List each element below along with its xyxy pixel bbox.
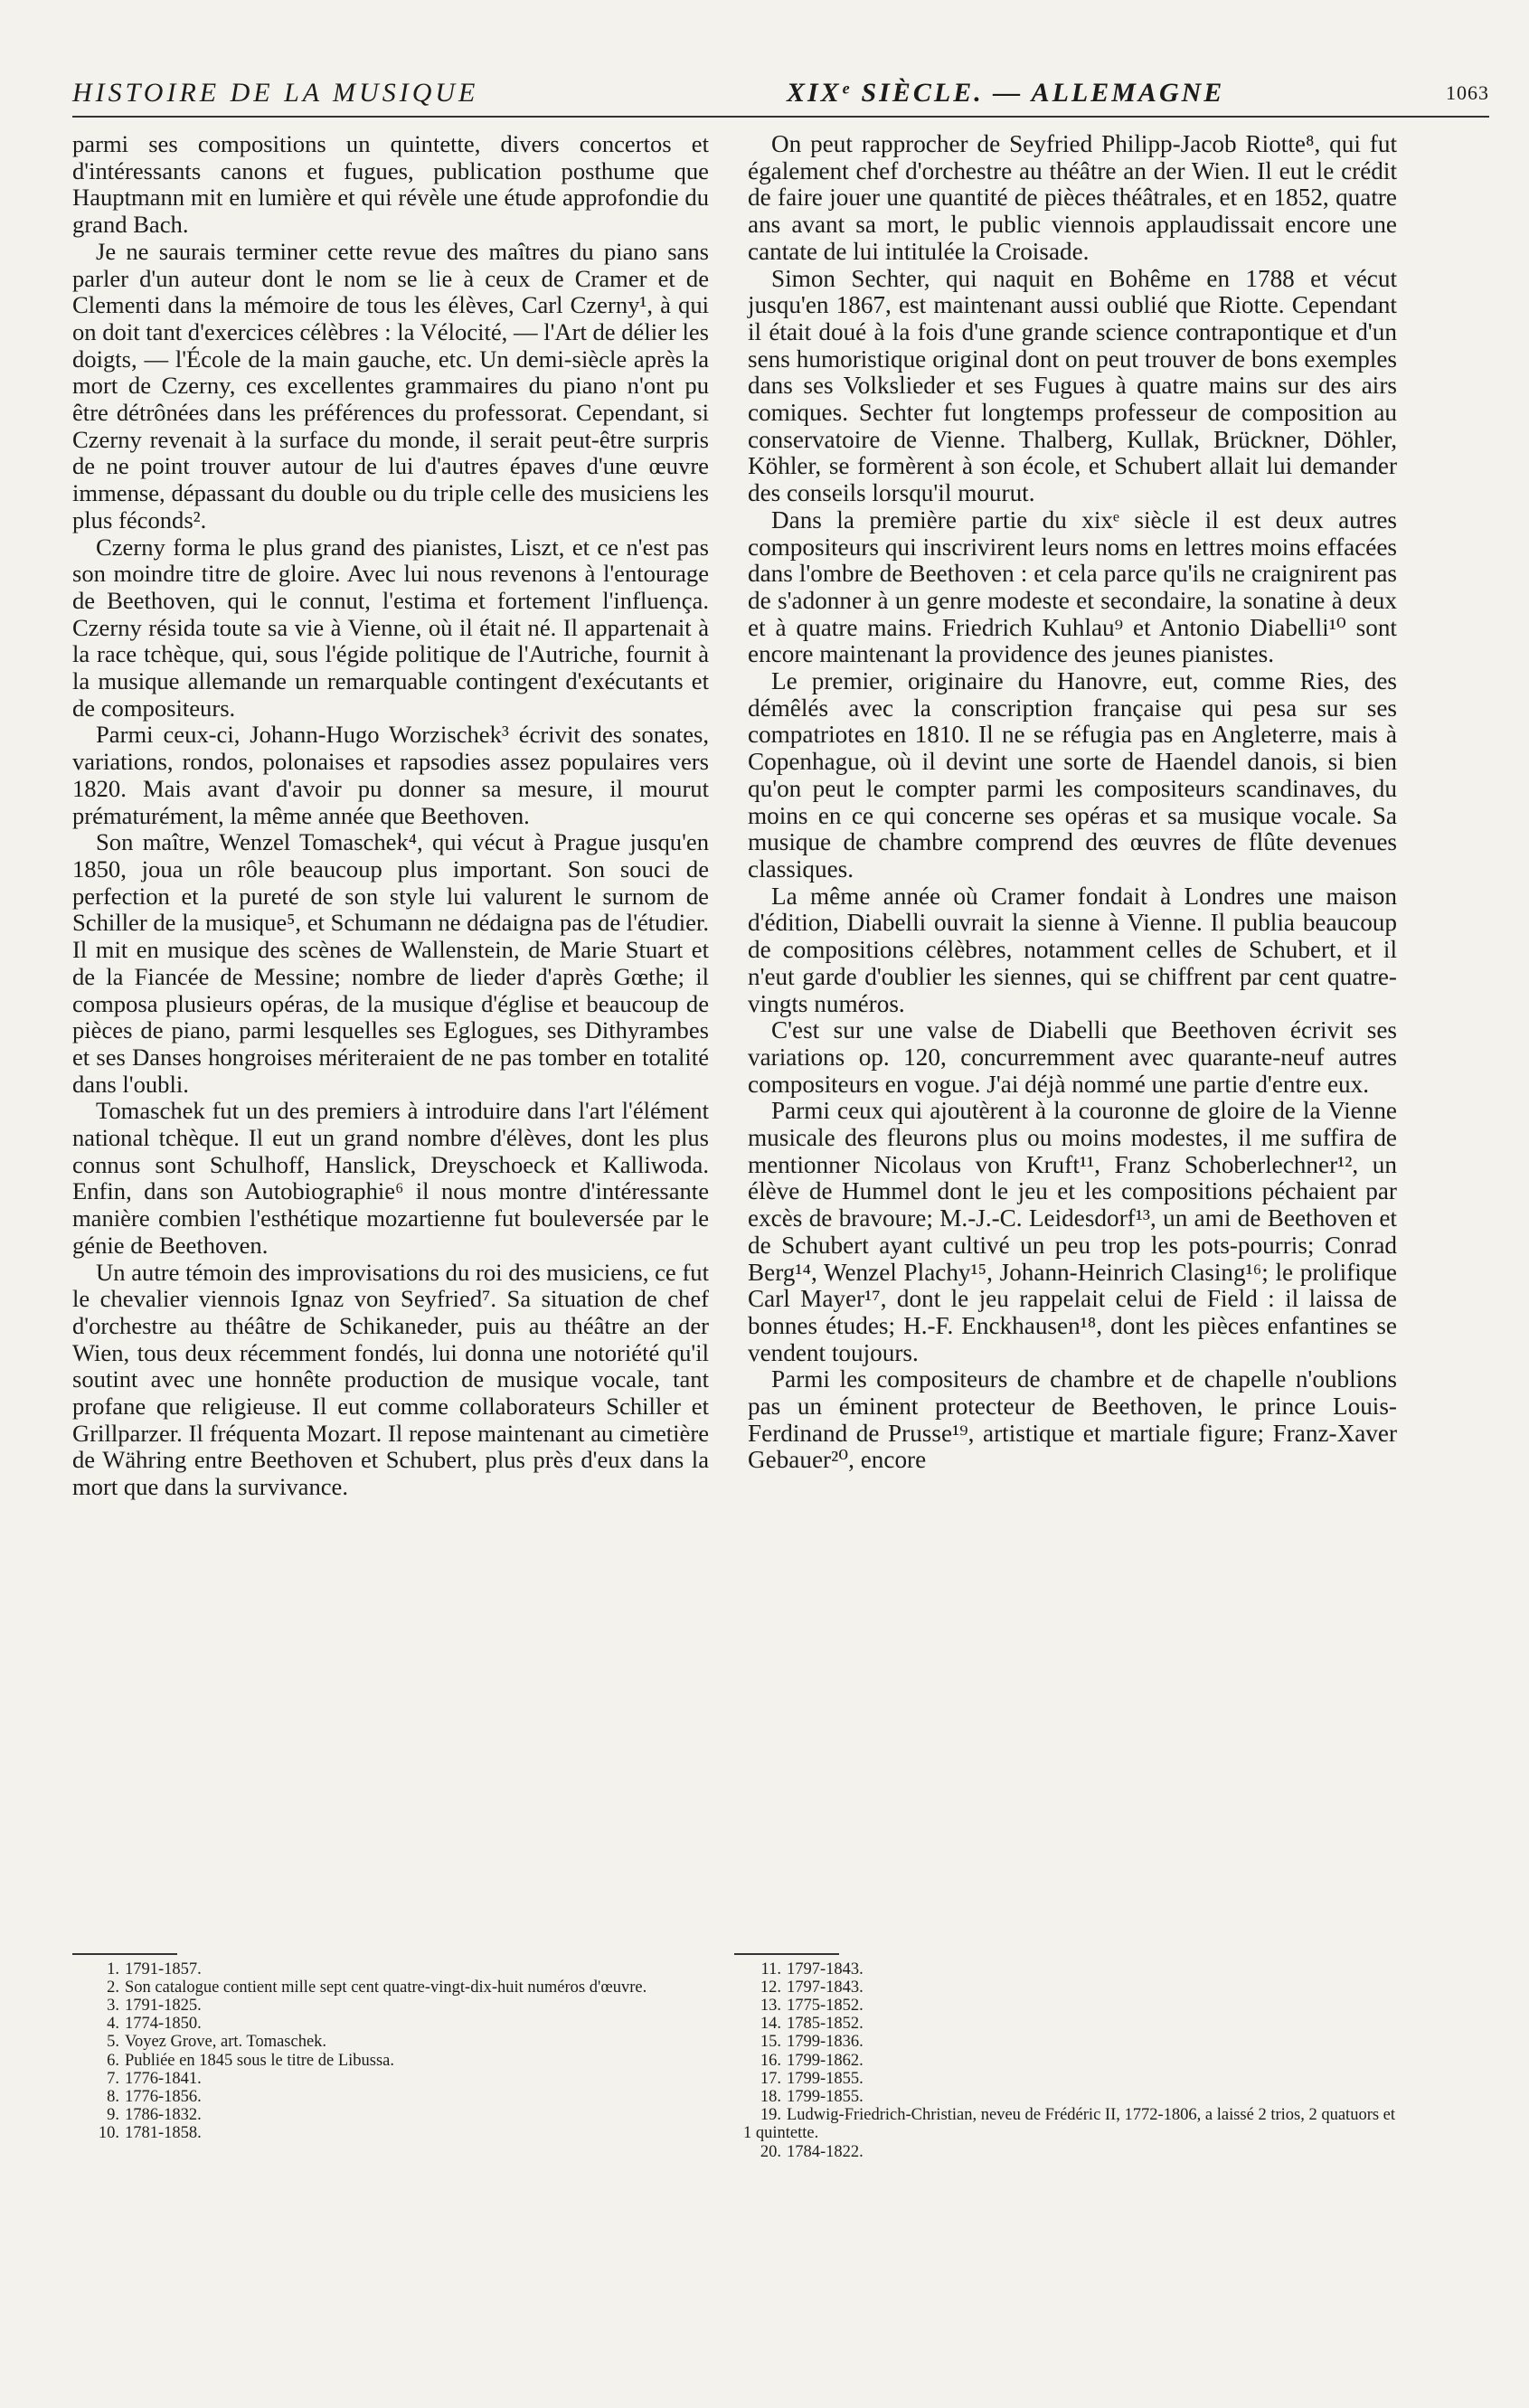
footnote-number: 20. xyxy=(760,2142,781,2161)
footnote-text: 1786-1832. xyxy=(125,2106,202,2125)
footnote-number: 12. xyxy=(760,1978,781,1997)
running-header xyxy=(72,78,1489,114)
footnote xyxy=(734,2033,1397,2051)
footnote xyxy=(734,2070,1397,2088)
footnote-text: 1797-1843. xyxy=(787,1959,864,1978)
paragraph: Parmi ceux-ci, Johann-Hugo Worzischek³ écrivit des sonates, variations, rondos, polonaises et rapsodies assez populaires vers 1820. Mais avant d'avoir pu donner sa mesure, il mourut prématurément, la même année que Beethoven. xyxy=(72,721,709,829)
footnote-number: 5. xyxy=(107,2033,119,2052)
footnote xyxy=(72,2033,709,2051)
footnote-text: Ludwig-Friedrich-Christian, neveu de Frédéric II, 1772-1806, a laissé 2 trios, 2 quatuors et 1 quintette. xyxy=(743,2106,1396,2143)
footnote-text: 1797-1843. xyxy=(787,1978,864,1997)
paragraph: C'est sur une valse de Diabelli que Beethoven écrivit ses variations op. 120, concurremment avec quarante-neuf autres compositeurs en vogue. J'ai déjà nommé une partie d'entre eux. xyxy=(748,1016,1397,1098)
paragraph: Je ne saurais terminer cette revue des maîtres du piano sans parler d'un auteur dont le nom se lie à ceux de Cramer et de Clementi dans la mémoire de tous les élèves, Carl Czerny¹, à qui on doit tant d'exercices célèbres : la Vélocité, — l'Art de délier les doigts, — l'École de la main gauche, etc. Un demi-siècle après la mort de Czerny, ces excellentes grammaires du piano n'ont pu être détrônées dans les préférences du professorat. Cependant, si Czerny revenait à la surface du monde, il serait peut-être surpris de ne point trouver autour de lui d'autres épaves d'une œuvre immense, dépassant du double ou du triple celle des musiciens les plus féconds². xyxy=(72,237,709,534)
paragraph: Son maître, Wenzel Tomaschek⁴, qui vécut à Prague jusqu'en 1850, joua un rôle beaucoup plus important. Son souci de perfection et la pureté de son style lui valurent le surnom de Schiller de la musique⁵, et Schumann ne dédaigna pas de l'étudier. Il mit en musique des scènes de Wallenstein, de Marie Stuart et de la Fiancée de Messine; nombre de lieder d'après Gœthe; il composa plusieurs opéras, de la musique d'église et beaucoup de pièces de piano, parmi lesquelles ses Eglogues, ses Dithyrambes et ses Danses hongroises mériteraient de ne pas tomber en totalité dans l'oubli. xyxy=(72,828,709,1098)
paragraph: La même année où Cramer fondait à Londres une maison d'édition, Diabelli ouvrait la sienne à Vienne. Il publia beaucoup de compositions célèbres, notamment celles de Schubert, et il n'eut garde d'oublier les siennes, qui se chiffrent par cent quatre-vingts numéros. xyxy=(748,882,1397,1017)
footnote xyxy=(72,1960,709,1978)
footnote-text: 1799-1836. xyxy=(787,2033,864,2052)
footnote xyxy=(734,2015,1397,2033)
footnote-text: 1785-1852. xyxy=(787,2015,864,2034)
footnotes-left xyxy=(72,1953,709,2143)
paragraph: Un autre témoin des improvisations du roi des musiciens, ce fut le chevalier viennois Ignaz von Seyfried⁷. Sa situation de chef d'orchestre au théâtre de Schikaneder, puis au théâtre an der Wien, tous deux récemment fondés, lui donna une notoriété qu'il soutint avec une honnête production de musique vocale, tant profane que religieuse. Il eut comme collaborateurs Schiller et Grillparzer. Il fréquenta Mozart. Il repose maintenant au cimetière de Währing entre Beethoven et Schubert, plus près d'eux dans la mort que dans la survivance. xyxy=(72,1258,709,1501)
footnote-text: Voyez Grove, art. Tomaschek. xyxy=(125,2033,327,2052)
footnote-number: 6. xyxy=(107,2051,119,2070)
header-title: HISTOIRE DE LA MUSIQUE xyxy=(72,78,479,108)
footnote-text: 1791-1857. xyxy=(125,1959,202,1978)
paragraph: Le premier, originaire du Hanovre, eut, comme Ries, des démêlés avec la conscription française qui pesa sur ses compatriotes en 1810. Il ne se réfugia pas en Angleterre, mais à Copenhague, où il devint une sorte de Haendel danois, si bien qu'on peut le compter parmi les compositeurs scandinaves, du moins en ce qui concerne ses opéras et sa musique vocale. Sa musique de chambre comprend des œuvres de flûte devenues classiques. xyxy=(748,667,1397,883)
footnotes-right xyxy=(734,1953,1397,2161)
footnote-text: 1784-1822. xyxy=(787,2142,864,2161)
footnote xyxy=(734,2052,1397,2070)
paragraph: Dans la première partie du xixᵉ siècle il est deux autres compositeurs qui inscrivirent leurs noms en lettres moins effacées dans l'ombre de Beethoven : et cela parce qu'ils ne craignirent pas de s'adonner à un genre modeste et secondaire, la sonatine à deux et à quatre mains. Friedrich Kuhlau⁹ et Antonio Diabelli¹⁰ sont encore maintenant la providence des jeunes pianistes. xyxy=(748,505,1397,668)
footnote xyxy=(734,2106,1397,2142)
footnote xyxy=(72,2070,709,2088)
footnote xyxy=(72,1978,709,1997)
footnote-number: 8. xyxy=(107,2087,119,2106)
footnote-text: 1799-1862. xyxy=(787,2051,864,2070)
paragraph: Simon Sechter, qui naquit en Bohême en 1788 et vécut jusqu'en 1867, est maintenant aussi oublié que Riotte. Cependant il était doué à la fois d'une grande science contrapontique et d'un sens humoristique original dont on peut trouver de bons exemples dans ses Volkslieder et ses Fugues à quatre mains sur des airs comiques. Sechter fut longtemps professeur de composition au conservatoire de Vienne. Thalberg, Kullak, Brückner, Döhler, Köhler, se formèrent à son école, et Schubert allait lui demander des conseils lorsqu'il mourut. xyxy=(748,264,1397,507)
footnote-number: 11. xyxy=(760,1959,781,1978)
footnote-number: 10. xyxy=(98,2124,119,2143)
footnote xyxy=(72,2088,709,2106)
footnote xyxy=(72,2015,709,2033)
right-column xyxy=(748,131,1397,1474)
footnote-number: 19. xyxy=(760,2106,781,2125)
paragraph: Parmi ceux qui ajoutèrent à la couronne de gloire de la Vienne musicale des fleurons plus ou moins modestes, il me suffira de mentionner Nicolaus von Kruft¹¹, Franz Schoberlechner¹², un élève de Hummel dont le jeu et les compositions péchaient par excès de bravoure; M.-J.-C. Leidesdorf¹³, un ami de Beethoven et de Schubert ayant cultivé un peu trop les pots-pourris; Conrad Berg¹⁴, Wenzel Plachy¹⁵, Johann-Heinrich Clasing¹⁶; le prolifique Carl Mayer¹⁷, dont le jeu rappelait celui de Field : il laissa de bonnes études; H.-F. Enckhausen¹⁸, dont les pièces enfantines se vendent toujours. xyxy=(748,1097,1397,1366)
footnote-number: 9. xyxy=(107,2106,119,2125)
footnote-number: 1. xyxy=(107,1959,119,1978)
footnote-text: Publiée en 1845 sous le titre de Libussa. xyxy=(125,2051,395,2070)
footnote-text: 1791-1825. xyxy=(125,1996,202,2015)
paragraph: Parmi les compositeurs de chambre et de chapelle n'oublions pas un éminent protecteur de Beethoven, le prince Louis-Ferdinand de Prusse¹⁹, artistique et martiale figure; Franz-Xaver Gebauer²⁰, encore xyxy=(748,1365,1397,1474)
header-rule xyxy=(72,116,1489,118)
footnote-text: 1775-1852. xyxy=(787,1996,864,2015)
footnote xyxy=(734,1960,1397,1978)
footnote xyxy=(734,2088,1397,2106)
footnote-number: 4. xyxy=(107,2015,119,2034)
footnote-number: 14. xyxy=(760,2015,781,2034)
footnote-number: 13. xyxy=(760,1996,781,2015)
paragraph: Tomaschek fut un des premiers à introduire dans l'art l'élément national tchèque. Il eut un grand nombre d'élèves, dont les plus connus sont Schulhoff, Hanslick, Dreyschoeck et Kalliwoda. Enfin, dans son Autobiographie⁶ il nous montre d'intéressante manière combien l'esthétique mozartienne fut bouleversée par le génie de Beethoven. xyxy=(72,1097,709,1259)
left-column xyxy=(72,131,709,1501)
footnote-number: 16. xyxy=(760,2051,781,2070)
header-section: XIXᵉ SIÈCLE. — ALLEMAGNE xyxy=(787,78,1225,108)
footnote-text: 1776-1856. xyxy=(125,2087,202,2106)
footnote-number: 17. xyxy=(760,2069,781,2088)
footnote xyxy=(72,2124,709,2142)
footnote xyxy=(734,1978,1397,1997)
paragraph: On peut rapprocher de Seyfried Philipp-Jacob Riotte⁸, qui fut également chef d'orchestre au théâtre an der Wien. Il eut le crédit de faire jouer une quantité de pièces théâtrales, et en 1852, quatre ans avant sa mort, le public viennois applaudissait encore une cantate de lui intitulée la Croisade. xyxy=(748,130,1397,265)
footnote-number: 2. xyxy=(107,1978,119,1997)
footnote-number: 18. xyxy=(760,2087,781,2106)
footnote-text: 1776-1841. xyxy=(125,2069,202,2088)
footnote-number: 7. xyxy=(107,2069,119,2088)
footnote xyxy=(734,1997,1397,2015)
footnote-text: 1781-1858. xyxy=(125,2124,202,2143)
footnote-text: 1774-1850. xyxy=(125,2015,202,2034)
paragraph: Czerny forma le plus grand des pianistes, Liszt, et ce n'est pas son moindre titre de gloire. Avec lui nous revenons à l'entourage de Beethoven, qui le connut, l'estima et fortement l'influença. Czerny résida toute sa vie à Vienne, où il était né. Il appartenait à la race tchèque, qui, sous l'égide politique de l'Autriche, fournit à la musique allemande un remarquable contingent d'exécutants et de compositeurs. xyxy=(72,533,709,722)
footnote xyxy=(72,2052,709,2070)
footnote-text: Son catalogue contient mille sept cent quatre-vingt-dix-huit numéros d'œuvre. xyxy=(125,1978,647,1997)
footnote-text: 1799-1855. xyxy=(787,2069,864,2088)
page-number: 1063 xyxy=(1446,81,1489,104)
footnote-text: 1799-1855. xyxy=(787,2087,864,2106)
footnote xyxy=(72,2106,709,2124)
footnote-number: 15. xyxy=(760,2033,781,2052)
footnote-number: 3. xyxy=(107,1996,119,2015)
footnote xyxy=(72,1997,709,2015)
footnote-rule xyxy=(734,1953,839,1955)
footnote-rule xyxy=(72,1953,177,1955)
footnote xyxy=(734,2143,1397,2161)
paragraph: parmi ses compositions un quintette, divers concertos et d'intéressants canons et fugues, publication posthume que Hauptmann mit en lumière et qui révèle une étude approfondie du grand Bach. xyxy=(72,130,709,239)
